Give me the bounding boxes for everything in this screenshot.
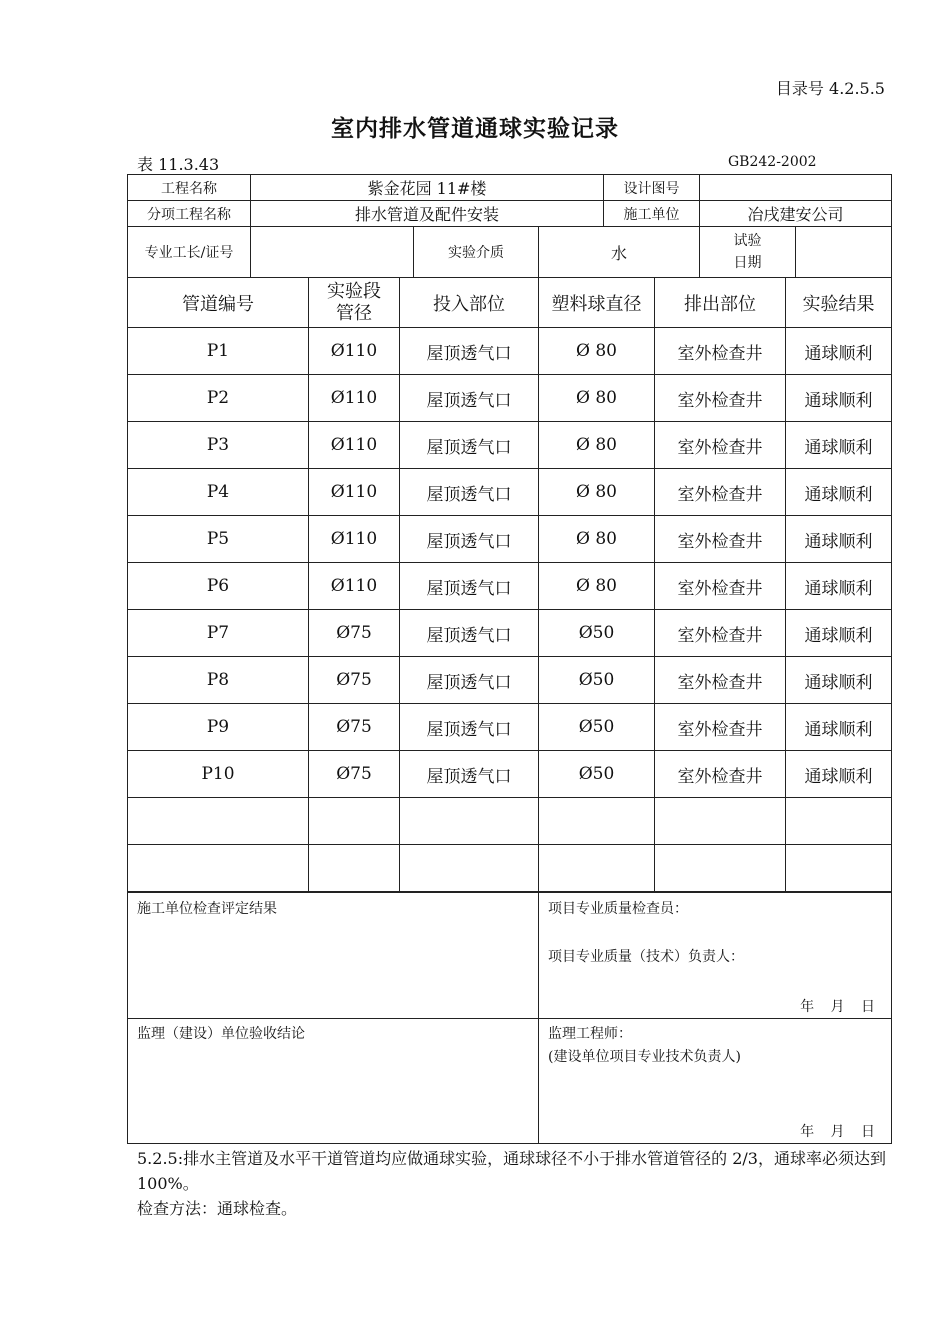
quality-date-label: 年 月 日	[800, 999, 881, 1015]
cell-section-diameter: Ø110	[309, 469, 400, 516]
cell-result: 通球顺利	[786, 751, 892, 798]
cell-section-diameter: Ø75	[309, 704, 400, 751]
cell-inlet: 屋顶透气口	[400, 516, 539, 563]
cell-pipe-no: P1	[128, 328, 309, 375]
cell-result	[786, 845, 892, 892]
cell-outlet: 室外检查井	[655, 657, 786, 704]
cell-outlet: 室外检查井	[655, 751, 786, 798]
cell-outlet: 室外检查井	[655, 563, 786, 610]
test-date-label	[700, 227, 796, 278]
cell-pipe-no	[128, 845, 309, 892]
cell-ball-diameter: Ø 80	[539, 563, 655, 610]
cell-outlet	[655, 798, 786, 845]
cell-inlet: 屋顶透气口	[400, 657, 539, 704]
table-row	[128, 657, 892, 704]
foreman-label: 专业工长/证号	[128, 227, 251, 278]
cell-section-diameter: Ø110	[309, 328, 400, 375]
cell-outlet: 室外检查井	[655, 422, 786, 469]
cell-result: 通球顺利	[786, 610, 892, 657]
cell-ball-diameter: Ø 80	[539, 422, 655, 469]
cell-result	[786, 798, 892, 845]
standard-number: GB242-2002	[728, 154, 817, 170]
header-section-diameter-line1: 实验段	[327, 280, 381, 302]
foreman-value	[251, 227, 414, 278]
quality-signoff-cell	[539, 893, 892, 1019]
cell-pipe-no	[128, 798, 309, 845]
design-drawing-value	[700, 175, 892, 201]
cell-pipe-no: P8	[128, 657, 309, 704]
header-section-diameter-line2: 管径	[336, 302, 372, 324]
owner-representative-label: (建设单位项目专业技术负责人)	[548, 1049, 741, 1065]
cell-outlet: 室外检查井	[655, 328, 786, 375]
cell-ball-diameter: Ø 80	[539, 328, 655, 375]
cell-result: 通球顺利	[786, 516, 892, 563]
project-name-value: 紫金花园 11#楼	[251, 175, 604, 201]
cell-outlet: 室外检查井	[655, 610, 786, 657]
cell-result: 通球顺利	[786, 563, 892, 610]
supervision-conclusion-cell	[128, 1019, 539, 1144]
cell-outlet: 室外检查井	[655, 704, 786, 751]
cell-ball-diameter: Ø 80	[539, 516, 655, 563]
cell-pipe-no: P9	[128, 704, 309, 751]
cell-section-diameter: Ø110	[309, 516, 400, 563]
cell-section-diameter: Ø110	[309, 422, 400, 469]
cell-pipe-no: P10	[128, 751, 309, 798]
cell-inlet: 屋顶透气口	[400, 563, 539, 610]
cell-section-diameter: Ø110	[309, 563, 400, 610]
cell-pipe-no: P3	[128, 422, 309, 469]
header-outlet: 排出部位	[655, 278, 786, 328]
table-row	[128, 704, 892, 751]
cell-ball-diameter: Ø50	[539, 751, 655, 798]
cell-section-diameter: Ø75	[309, 657, 400, 704]
footer-method: 检查方法：通球检查。	[137, 1199, 298, 1218]
medium-value: 水	[539, 227, 700, 278]
table-row	[128, 563, 892, 610]
header-inlet: 投入部位	[400, 278, 539, 328]
cell-pipe-no: P4	[128, 469, 309, 516]
cell-pipe-no: P7	[128, 610, 309, 657]
project-info-table	[127, 174, 892, 278]
cell-inlet: 屋顶透气口	[400, 328, 539, 375]
evaluation-table	[127, 892, 892, 1144]
cell-inlet: 屋顶透气口	[400, 704, 539, 751]
cell-outlet: 室外检查井	[655, 469, 786, 516]
table-row	[128, 328, 892, 375]
table-row	[128, 751, 892, 798]
design-drawing-label: 设计图号	[604, 175, 700, 201]
table-row	[128, 845, 892, 892]
cell-section-diameter: Ø110	[309, 375, 400, 422]
header-ball-diameter: 塑料球直径	[539, 278, 655, 328]
supervision-conclusion-label: 监理（建设）单位验收结论	[137, 1026, 305, 1042]
supervision-signoff-cell	[539, 1019, 892, 1144]
cell-outlet: 室外检查井	[655, 516, 786, 563]
cell-section-diameter	[309, 798, 400, 845]
cell-pipe-no: P2	[128, 375, 309, 422]
cell-inlet: 屋顶透气口	[400, 375, 539, 422]
cell-ball-diameter: Ø50	[539, 704, 655, 751]
cell-result: 通球顺利	[786, 469, 892, 516]
cell-result: 通球顺利	[786, 704, 892, 751]
table-row	[128, 516, 892, 563]
table-row	[128, 798, 892, 845]
project-name-label: 工程名称	[128, 175, 251, 201]
test-date-label-line2: 日期	[733, 255, 762, 271]
cell-ball-diameter: Ø 80	[539, 469, 655, 516]
medium-label: 实验介质	[414, 227, 539, 278]
quality-inspector-label: 项目专业质量检查员：	[548, 901, 688, 917]
cell-section-diameter	[309, 845, 400, 892]
cell-pipe-no: P6	[128, 563, 309, 610]
construction-unit-value: 冶戌建安公司	[700, 201, 892, 227]
header-section-diameter	[309, 278, 400, 328]
cell-result: 通球顺利	[786, 657, 892, 704]
cell-inlet: 屋顶透气口	[400, 751, 539, 798]
table-row	[128, 610, 892, 657]
document-title: 室内排水管道通球实验记录	[331, 115, 619, 142]
cell-result: 通球顺利	[786, 422, 892, 469]
cell-pipe-no: P5	[128, 516, 309, 563]
table-row	[128, 469, 892, 516]
cell-ball-diameter	[539, 845, 655, 892]
footer-notes	[137, 1146, 887, 1221]
footer-note: 5.2.5:排水主管道及水平干道管道均应做通球实验，通球球径不小于排水管道管径的 2/3，通球率必须达到 100%。	[137, 1149, 886, 1193]
subproject-value: 排水管道及配件安装	[251, 201, 604, 227]
cell-ball-diameter: Ø50	[539, 657, 655, 704]
cell-inlet: 屋顶透气口	[400, 422, 539, 469]
construction-unit-label: 施工单位	[604, 201, 700, 227]
supervising-engineer-label: 监理工程师：	[548, 1026, 632, 1042]
test-date-value	[796, 227, 892, 278]
cell-result: 通球顺利	[786, 328, 892, 375]
cell-ball-diameter: Ø 80	[539, 375, 655, 422]
cell-inlet: 屋顶透气口	[400, 469, 539, 516]
subproject-label: 分项工程名称	[128, 201, 251, 227]
cell-inlet	[400, 798, 539, 845]
test-date-label-line1: 试验	[733, 233, 762, 249]
table-number: 表 11.3.43	[137, 155, 220, 174]
ball-test-table	[127, 277, 892, 892]
table-row	[128, 422, 892, 469]
cell-inlet	[400, 845, 539, 892]
quality-manager-label: 项目专业质量（技术）负责人：	[548, 949, 744, 965]
construction-evaluation-cell	[128, 893, 539, 1019]
cell-outlet	[655, 845, 786, 892]
cell-section-diameter: Ø75	[309, 610, 400, 657]
cell-ball-diameter: Ø50	[539, 610, 655, 657]
construction-result-label: 施工单位检查评定结果	[137, 901, 277, 917]
cell-outlet: 室外检查井	[655, 375, 786, 422]
cell-ball-diameter	[539, 798, 655, 845]
cell-section-diameter: Ø75	[309, 751, 400, 798]
cell-inlet: 屋顶透气口	[400, 610, 539, 657]
header-pipe-no: 管道编号	[128, 278, 309, 328]
cell-result: 通球顺利	[786, 375, 892, 422]
header-result: 实验结果	[786, 278, 892, 328]
table-row	[128, 375, 892, 422]
supervision-date-label: 年 月 日	[800, 1124, 881, 1140]
catalog-number: 目录号 4.2.5.5	[775, 79, 885, 98]
